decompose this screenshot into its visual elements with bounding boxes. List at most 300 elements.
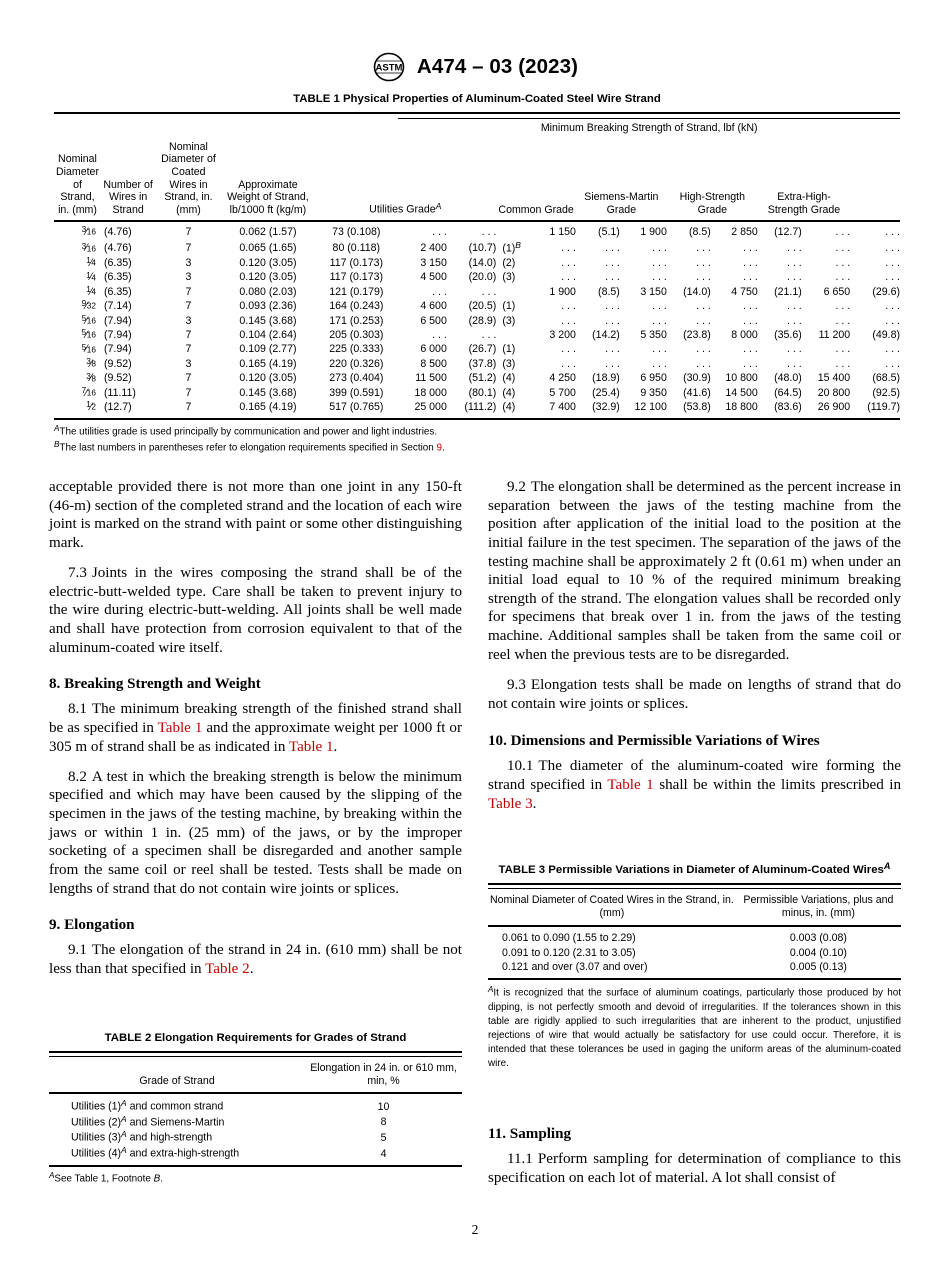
cell-nominal-diameter-coated: 0.062 (1.57) [239, 226, 297, 239]
table-row [488, 946, 901, 960]
cell-high-strength-value: . . . [743, 343, 758, 356]
table-row [49, 1129, 462, 1145]
table-row [488, 926, 901, 945]
cell-high-strength-kn: (48.0) [774, 372, 802, 385]
cell-siemens-martin-kn: (30.9) [683, 372, 711, 385]
paragraph-9-3: 9.3 Elongation tests shall be made on lengths of strand that do not contain wire joints or splices. [488, 676, 901, 712]
cell-extra-high-strength-kn: . . . [885, 271, 900, 284]
cell-nominal-diameter-range: 0.091 to 0.120 (2.31 to 3.05) [502, 946, 636, 959]
cell-nominal-diameter-coated: 0.120 (3.05) [239, 256, 297, 269]
cell-siemens-martin-value: 3 150 [640, 285, 667, 298]
cell-common-kn: (14.2) [592, 329, 620, 341]
footnote-ref-a: A [435, 201, 442, 212]
section-9-xref[interactable]: 9 [436, 442, 443, 454]
cell-extra-high-strength-value: . . . [835, 242, 851, 255]
cell-utilities-kn: . . . [481, 226, 497, 239]
cell-common-value: . . . [561, 256, 576, 269]
cell-number-of-wires: 7 [185, 242, 192, 255]
table-row [54, 386, 900, 400]
cell-approximate-weight: 273 (0.404) [329, 372, 384, 385]
cell-siemens-martin-value: . . . [652, 300, 667, 313]
cell-utilities-value: 6 000 [420, 343, 447, 356]
cell-high-strength-kn: (21.1) [774, 285, 802, 298]
cell-high-strength-value: 8 000 [731, 329, 758, 341]
table-3-footnotes [488, 984, 901, 1071]
cell-siemens-martin-kn: (53.8) [683, 401, 711, 414]
table-row [54, 372, 900, 386]
cell-approximate-weight: 164 (0.243) [329, 300, 384, 313]
cell-extra-high-strength-value: . . . [835, 300, 851, 313]
cell-common-value: . . . [561, 300, 576, 313]
cell-utilities-kn: (20.0) [468, 271, 497, 284]
cell-approximate-weight: 517 (0.765) [329, 401, 384, 414]
cell-elongation-value: 10 [377, 1100, 390, 1113]
th-grade-of-strand: Grade of Strand [49, 1056, 305, 1093]
th-nominal-diameter: Nominal Diameter of Coated Wires in the Strand, in. (mm) [488, 888, 736, 926]
cell-number-of-wires: 7 [185, 329, 192, 341]
cell-number-of-wires: 7 [185, 343, 192, 356]
cell-nominal-diameter-mm: (7.94) [103, 343, 132, 356]
svg-text:ASTM: ASTM [375, 62, 403, 74]
cell-siemens-martin-kn: . . . [696, 242, 711, 255]
cell-common-kn: . . . [605, 242, 620, 255]
th-common-grade: Common Grade [498, 203, 574, 216]
table-row [54, 328, 900, 342]
cell-common-value: 3 200 [549, 329, 576, 341]
cell-high-strength-kn: . . . [787, 300, 802, 313]
table-3-caption: TABLE 3 Permissible Variations in Diameter of Aluminum-Coated Wires$^A$ [498, 861, 891, 876]
cell-utilities-elongation: (3) [502, 314, 516, 327]
cell-nominal-diameter-mm: (6.35) [103, 285, 132, 298]
cell-number-of-wires: 3 [185, 357, 192, 370]
cell-siemens-martin-value: 6 950 [640, 372, 667, 385]
cell-common-kn: . . . [605, 343, 620, 356]
paragraph-10-1: 10.1 The diameter of the aluminum-coated wire forming the strand specified in Table 1 shall be within the limits prescribed in Table 3. [488, 758, 902, 812]
cell-nominal-diameter-coated: 0.145 (3.68) [239, 314, 297, 327]
cell-siemens-martin-value: 12 100 [634, 401, 667, 414]
table-2-footnotes [49, 1170, 462, 1186]
th-approximate-weight: Approximate Weight of Strand, lb/1000 ft (kg/m) [227, 178, 309, 216]
cell-extra-high-strength-value: 20 800 [817, 386, 851, 399]
table-3-body [488, 926, 901, 979]
cell-common-value: . . . [561, 271, 576, 284]
cell-siemens-martin-value: 9 350 [640, 386, 667, 399]
cell-number-of-wires: 7 [185, 386, 192, 399]
cell-utilities-kn: (80.1) [468, 386, 497, 399]
th-elongation: Elongation in 24 in. or 610 mm, min, % [305, 1056, 462, 1093]
table-1-container [54, 92, 900, 455]
page-header [0, 52, 950, 86]
cell-siemens-martin-kn: . . . [696, 300, 711, 313]
cell-common-kn: (18.9) [592, 372, 620, 385]
cell-extra-high-strength-value: . . . [835, 314, 851, 327]
cell-grade-of-strand: Utilities (4)$^A$ and extra-high-strength [71, 1145, 240, 1160]
table-row [54, 314, 900, 328]
cell-nominal-diameter-mm: (4.76) [103, 242, 132, 255]
cell-siemens-martin-kn: (23.8) [683, 329, 711, 341]
cell-utilities-elongation: (1) [502, 300, 516, 313]
table-1-footnote-a: $^A$The utilities grade is used principally by communication and power and light industries. [54, 423, 438, 438]
cell-high-strength-kn: . . . [787, 343, 802, 356]
cell-common-value: . . . [561, 357, 576, 370]
cell-extra-high-strength-kn: . . . [885, 300, 900, 313]
cell-high-strength-kn: . . . [787, 256, 802, 269]
cell-nominal-diameter-mm: (9.52) [103, 357, 132, 370]
cell-siemens-martin-kn: . . . [696, 357, 711, 370]
table-3-footnote-a: $^A$It is recognized that the surface of aluminum coatings, particularly those produced by hot dipping, is not perfectly smooth and devoid of irregularities. If the tolerances shown in this table are rigidly applied to such irregularities that are inherent to the product, unjustified rejections of wire that would actually be satisfactory for use could occur. Therefore, it is intended that these tolerances be used in gaging the uniform areas of the aluminum-coated wire. [488, 985, 901, 1070]
cell-high-strength-kn: . . . [787, 357, 802, 370]
cell-common-value: 4 250 [549, 372, 576, 385]
cell-extra-high-strength-kn: (68.5) [872, 372, 900, 385]
cell-siemens-martin-value: . . . [652, 343, 667, 356]
cell-extra-high-strength-kn: (49.8) [872, 329, 900, 341]
cell-common-value: 5 700 [549, 386, 576, 399]
cell-high-strength-value: . . . [743, 300, 758, 313]
cell-high-strength-kn: (12.7) [774, 226, 802, 239]
cell-number-of-wires: 7 [185, 372, 192, 385]
body-column-right-bottom [488, 1125, 901, 1187]
cell-utilities-kn: . . . [481, 329, 497, 341]
cell-utilities-kn: (28.9) [468, 314, 497, 327]
footnote-ref-a: A [883, 861, 891, 871]
cell-approximate-weight: 220 (0.326) [329, 357, 384, 370]
cell-siemens-martin-value: . . . [652, 256, 667, 269]
cell-utilities-value: 3 150 [420, 256, 447, 269]
cell-common-kn: . . . [605, 300, 620, 313]
cell-extra-high-strength-kn: . . . [885, 242, 900, 255]
cell-common-value: 1 150 [549, 226, 576, 239]
cell-grade-of-strand: Utilities (3)$^A$ and high-strength [71, 1129, 213, 1145]
table-3-xref[interactable]: Table 3 [488, 795, 533, 812]
cell-extra-high-strength-value: . . . [835, 271, 851, 284]
cell-extra-high-strength-value: 11 200 [818, 329, 851, 341]
heading-10: 10. Dimensions and Permissible Variations of Wires [488, 733, 820, 750]
cell-nominal-diameter-fraction: $^1⁄_4$ [86, 284, 96, 298]
table-1-xref[interactable]: Table 1 [288, 738, 334, 755]
cell-nominal-diameter-coated: 0.104 (2.64) [239, 329, 297, 341]
cell-nominal-diameter-fraction: $^5⁄_{16}$ [81, 342, 96, 356]
body-column-left [49, 478, 462, 979]
cell-permissible-variation: 0.003 (0.08) [789, 932, 847, 945]
paragraph-9-2: 9.2 The elongation shall be determined as the percent increase in separation between the jaws of the testing machine from the position after application of the initial load to the position at the initial failure in the test specimen. The separation of the jaws of the testing machine shall be approximately 2 ft (0.61 m) when under an initial load equal to 10 % of the required minimum breaking strength of the strand. The elongation values shall be recorded only for specimens that break over 1 in. from the jaws of the testing machine. Additional samples shall be taken from the same coil or reel when the previous tests are to be disregarded. [488, 479, 901, 663]
cell-approximate-weight: 225 (0.333) [329, 343, 384, 356]
cell-number-of-wires: 3 [185, 314, 192, 327]
cell-utilities-elongation: (4) [502, 401, 516, 414]
cell-number-of-wires: 3 [185, 256, 192, 269]
table-2-footnote-a: $^A$See Table 1, Footnote B. [49, 1170, 163, 1185]
body-column-right [488, 478, 901, 813]
cell-utilities-value: 11 500 [415, 372, 447, 385]
th-siemens-martin-grade: Siemens-Martin Grade [584, 191, 659, 216]
cell-utilities-elongation: (1) [502, 343, 516, 356]
cell-utilities-kn: (10.7) [468, 242, 497, 255]
cell-utilities-elongation: (4) [502, 372, 516, 385]
cell-utilities-value: . . . [432, 329, 447, 341]
cell-siemens-martin-value: . . . [652, 271, 667, 284]
cell-common-value: 1 900 [549, 285, 576, 298]
table-1-group-header: Minimum Breaking Strength of Strand, lbf (kN) [398, 118, 900, 137]
cell-approximate-weight: 117 (0.173) [329, 256, 384, 269]
cell-extra-high-strength-kn: . . . [885, 357, 900, 370]
cell-nominal-diameter-mm: (11.11) [103, 386, 136, 399]
cell-common-value: . . . [561, 242, 576, 255]
cell-common-value: . . . [561, 343, 576, 356]
standard-designation: A474 – 03 (2023) [416, 55, 579, 78]
cell-high-strength-value: 10 800 [725, 372, 758, 385]
cell-common-value: . . . [561, 314, 576, 327]
table-row [49, 1145, 462, 1166]
cell-permissible-variation: 0.004 (0.10) [789, 946, 847, 959]
cell-utilities-kn: (111.2) [464, 401, 497, 414]
cell-approximate-weight: 399 (0.591) [329, 386, 384, 399]
cell-high-strength-value: 14 500 [725, 386, 758, 399]
cell-approximate-weight: 205 (0.303) [329, 329, 384, 341]
astm-logo-icon [372, 52, 406, 82]
cell-high-strength-kn: . . . [787, 271, 802, 284]
cell-grade-of-strand: Utilities (1)$^A$ and common strand [71, 1098, 224, 1113]
cell-approximate-weight: 117 (0.173) [329, 271, 384, 284]
cell-utilities-elongation [496, 221, 530, 239]
cell-utilities-elongation: (4) [502, 386, 516, 399]
cell-nominal-diameter-fraction: $^3⁄_{16}$ [81, 225, 96, 239]
table-row [54, 271, 900, 285]
table-row [54, 285, 900, 299]
table-1-footnotes [54, 423, 900, 455]
cell-nominal-diameter-coated: 0.120 (3.05) [239, 271, 297, 284]
th-nominal-diameter-strand: Nominal Diameter of Strand, in. (mm) [56, 153, 99, 216]
cell-nominal-diameter-mm: (9.52) [103, 372, 132, 385]
th-permissible-variations: Permissible Variations, plus and minus, in. (mm) [736, 888, 901, 926]
cell-high-strength-value: . . . [743, 242, 758, 255]
cell-extra-high-strength-value: . . . [835, 357, 851, 370]
cell-extra-high-strength-value: . . . [835, 226, 851, 239]
table-1-caption: TABLE 1 Physical Properties of Aluminum-Coated Steel Wire Strand [293, 93, 661, 105]
cell-extra-high-strength-kn: . . . [885, 256, 900, 269]
table-3 [488, 883, 901, 981]
table-2-xref[interactable]: Table 2 [205, 961, 250, 978]
cell-nominal-diameter-coated: 0.065 (1.65) [239, 242, 297, 255]
paragraph-7-3: 7.3 Joints in the wires composing the strand shall be of the electric-butt-welded type. Care shall be taken to prevent injury to the wire during electric-butt-welding. All joints shall be well made and shall have protection from corrosion equivalent to that of the aluminum-coated wire itself. [49, 565, 462, 656]
table-row [54, 240, 900, 256]
cell-extra-high-strength-value: 26 900 [817, 401, 851, 414]
cell-siemens-martin-kn: (41.6) [683, 386, 711, 399]
th-nominal-diameter-coated: Nominal Diameter of Coated Wires in Strand, in. (mm) [161, 140, 216, 216]
cell-nominal-diameter-mm: (7.14) [103, 300, 132, 313]
cell-utilities-value: 6 500 [420, 314, 447, 327]
cell-high-strength-value: . . . [743, 314, 758, 327]
cell-high-strength-value: . . . [743, 357, 758, 370]
cell-common-value: 7 400 [549, 401, 576, 414]
table-row [54, 221, 900, 239]
table-2 [49, 1051, 462, 1167]
table-1-body [54, 221, 900, 419]
cell-high-strength-kn: (35.6) [774, 329, 802, 341]
table-1 [54, 112, 900, 420]
cell-number-of-wires: 3 [185, 271, 192, 284]
paragraph-11-1: 11.1 Perform sampling for determination of compliance to this specification on each lot of material. A lot shall consist of [488, 1151, 901, 1186]
cell-siemens-martin-kn: . . . [696, 256, 711, 269]
cell-nominal-diameter-fraction: $^3⁄_8$ [86, 371, 96, 385]
cell-common-kn: . . . [605, 256, 620, 269]
cell-high-strength-value: 18 800 [725, 401, 758, 414]
table-2-body [49, 1093, 462, 1166]
th-high-strength-grade: High-Strength Grade [679, 191, 745, 216]
cell-common-kn: . . . [605, 357, 620, 370]
cell-siemens-martin-kn: . . . [696, 271, 711, 284]
paragraph-8-2: 8.2 A test in which the breaking strength is below the minimum specified and which may have been caused by the slipping of the specimen in the jaws of the testing machine, by breaking within the jaws or within 1 in. (25 mm) of the jaws, or by the improper socketing of a specimen shall be disregarded and another sample from the same coil or reel shall be tested. Tests shall be made on lengths of strand that do not contain wire joints or splices. [49, 768, 462, 897]
cell-nominal-diameter-fraction: $^1⁄_4$ [86, 256, 96, 269]
cell-approximate-weight: 171 (0.253) [329, 314, 384, 327]
cell-extra-high-strength-kn: (29.6) [872, 285, 900, 298]
cell-common-kn: (32.9) [592, 401, 620, 414]
heading-11: 11. Sampling [488, 1126, 572, 1142]
cell-high-strength-kn: (64.5) [774, 386, 802, 399]
cell-nominal-diameter-fraction: $^5⁄_{16}$ [81, 328, 96, 341]
cell-nominal-diameter-mm: (12.7) [103, 401, 132, 414]
cell-nominal-diameter-coated: 0.145 (3.68) [239, 386, 297, 399]
cell-elongation-value: 4 [380, 1147, 387, 1160]
cell-utilities-kn: (14.0) [468, 256, 497, 269]
cell-common-kn: (5.1) [598, 226, 620, 239]
cell-high-strength-kn: . . . [787, 314, 802, 327]
table-row [488, 960, 901, 979]
cell-approximate-weight: 73 (0.108) [332, 226, 381, 239]
cell-common-kn: . . . [605, 271, 620, 284]
cell-extra-high-strength-kn: . . . [885, 226, 900, 239]
cell-utilities-value: 25 000 [414, 401, 447, 414]
cell-extra-high-strength-kn: . . . [885, 314, 900, 327]
th-utilities-grade: Utilities Grade$^A$ [369, 201, 442, 216]
cell-utilities-kn: (26.7) [468, 343, 497, 356]
cell-approximate-weight: 121 (0.179) [329, 285, 384, 298]
cell-number-of-wires: 7 [185, 285, 192, 298]
table-2-container [49, 1031, 462, 1186]
cell-nominal-diameter-mm: (6.35) [103, 256, 132, 269]
cell-nominal-diameter-coated: 0.080 (2.03) [239, 285, 297, 298]
cell-utilities-value: . . . [432, 285, 447, 298]
cell-utilities-value: 2 400 [420, 242, 447, 255]
cell-nominal-diameter-mm: (4.76) [103, 226, 132, 239]
cell-extra-high-strength-value: . . . [835, 256, 851, 269]
th-extra-high-strength-grade: Extra-High-Strength Grade [767, 191, 841, 216]
table-row [54, 299, 900, 313]
paragraph-9-1: 9.1 The elongation of the strand in 24 in. (610 mm) shall be not less than that specified in Table 2. [49, 942, 462, 978]
cell-common-kn: . . . [605, 314, 620, 327]
cell-nominal-diameter-fraction: $^9⁄_{32}$ [81, 299, 96, 313]
cell-utilities-elongation [496, 285, 530, 299]
cell-utilities-kn: (37.8) [468, 357, 497, 370]
table-1-footnote-b: $^B$The last numbers in parentheses refer to elongation requirements specified in Section 9. [54, 439, 445, 454]
table-2-caption: TABLE 2 Elongation Requirements for Grades of Strand [104, 1032, 407, 1044]
cell-elongation-value: 8 [380, 1116, 387, 1129]
cell-number-of-wires: 7 [185, 401, 192, 414]
cell-nominal-diameter-coated: 0.165 (4.19) [239, 357, 297, 370]
cell-high-strength-value: 4 750 [731, 285, 758, 298]
cell-utilities-elongation: (3) [502, 271, 516, 284]
cell-high-strength-value: 2 850 [731, 226, 758, 239]
cell-nominal-diameter-coated: 0.109 (2.77) [239, 343, 297, 356]
cell-siemens-martin-kn: (14.0) [683, 285, 711, 298]
cell-nominal-diameter-coated: 0.093 (2.36) [239, 300, 297, 313]
cell-approximate-weight: 80 (0.118) [332, 242, 381, 255]
cell-nominal-diameter-coated: 0.120 (3.05) [239, 372, 297, 385]
table-row [54, 256, 900, 270]
cell-extra-high-strength-kn: . . . [885, 343, 900, 356]
cell-high-strength-value: . . . [743, 256, 758, 269]
cell-utilities-value: . . . [432, 226, 447, 239]
paragraph-8-1: 8.1 The minimum breaking strength of the finished strand shall be as specified in Table 1 and the approximate weight per 1000 ft or 305 m of strand shall be as indicated in Table 1. [49, 701, 462, 755]
table-row [54, 400, 900, 418]
table-row [49, 1114, 462, 1130]
cell-number-of-wires: 7 [185, 226, 192, 239]
cell-high-strength-value: . . . [743, 271, 758, 284]
cell-siemens-martin-value: . . . [652, 242, 667, 255]
cell-utilities-elongation [496, 328, 530, 342]
cell-nominal-diameter-fraction: $^5⁄_{16}$ [81, 313, 96, 327]
cell-grade-of-strand: Utilities (2)$^A$ and Siemens-Martin [71, 1113, 225, 1129]
cell-siemens-martin-value: 5 350 [640, 329, 667, 341]
cell-nominal-diameter-fraction: $^7⁄_{16}$ [81, 386, 96, 399]
cell-siemens-martin-kn: (8.5) [689, 226, 711, 239]
table-row [54, 343, 900, 357]
cell-utilities-elongation: (1)$^B$ [502, 239, 521, 255]
th-number-of-wires: Number of Wires in Strand [103, 178, 153, 216]
cell-common-kn: (8.5) [598, 285, 620, 298]
heading-9: 9. Elongation [49, 917, 135, 934]
cell-common-kn: (25.4) [592, 386, 620, 399]
cell-utilities-value: 8 500 [420, 357, 447, 370]
page-number: 2 [471, 1222, 479, 1237]
table-row [49, 1093, 462, 1114]
cell-utilities-kn: . . . [481, 285, 497, 298]
table-3-container [488, 861, 901, 1071]
cell-utilities-elongation: (3) [502, 357, 516, 370]
cell-nominal-diameter-mm: (7.94) [103, 314, 132, 327]
cell-siemens-martin-value: . . . [652, 357, 667, 370]
heading-8: 8. Breaking Strength and Weight [49, 676, 261, 693]
cell-high-strength-kn: (83.6) [774, 401, 802, 414]
cell-extra-high-strength-kn: (119.7) [867, 401, 900, 414]
cell-nominal-diameter-fraction: $^1⁄_2$ [86, 400, 96, 414]
cell-nominal-diameter-fraction: $^1⁄_4$ [86, 270, 96, 284]
cell-siemens-martin-value: 1 900 [640, 226, 667, 239]
cell-extra-high-strength-value: . . . [835, 343, 851, 356]
cell-extra-high-strength-value: 6 650 [823, 285, 851, 298]
cell-extra-high-strength-kn: (92.5) [872, 386, 900, 399]
cell-number-of-wires: 7 [185, 300, 192, 313]
cell-utilities-value: 4 500 [420, 271, 447, 284]
cell-high-strength-kn: . . . [787, 242, 802, 255]
cell-nominal-diameter-mm: (6.35) [103, 271, 132, 284]
cell-siemens-martin-kn: . . . [696, 343, 711, 356]
cell-siemens-martin-value: . . . [652, 314, 667, 327]
table-1-xref[interactable]: Table 1 [607, 776, 654, 793]
cell-utilities-value: 4 600 [420, 300, 447, 313]
cell-nominal-diameter-fraction: $^3⁄_8$ [86, 357, 96, 370]
paragraph-continuation: acceptable provided there is not more than one joint in any 150-ft (46-m) section of the completed strand and the location of each wire joint is marked on the strand with paint or some other distinguishing mark. [49, 479, 462, 551]
cell-utilities-kn: (20.5) [468, 300, 497, 313]
cell-utilities-kn: (51.2) [468, 372, 497, 385]
cell-nominal-diameter-mm: (7.94) [103, 329, 132, 341]
cell-elongation-value: 5 [380, 1132, 387, 1145]
cell-utilities-value: 18 000 [414, 386, 447, 399]
cell-nominal-diameter-range: 0.061 to 0.090 (1.55 to 2.29) [502, 932, 636, 945]
table-row [54, 357, 900, 371]
cell-utilities-elongation: (2) [502, 256, 516, 269]
cell-nominal-diameter-fraction: $^3⁄_{16}$ [81, 241, 96, 255]
cell-nominal-diameter-range: 0.121 and over (3.07 and over) [502, 960, 648, 973]
table-1-xref[interactable]: Table 1 [157, 720, 203, 737]
